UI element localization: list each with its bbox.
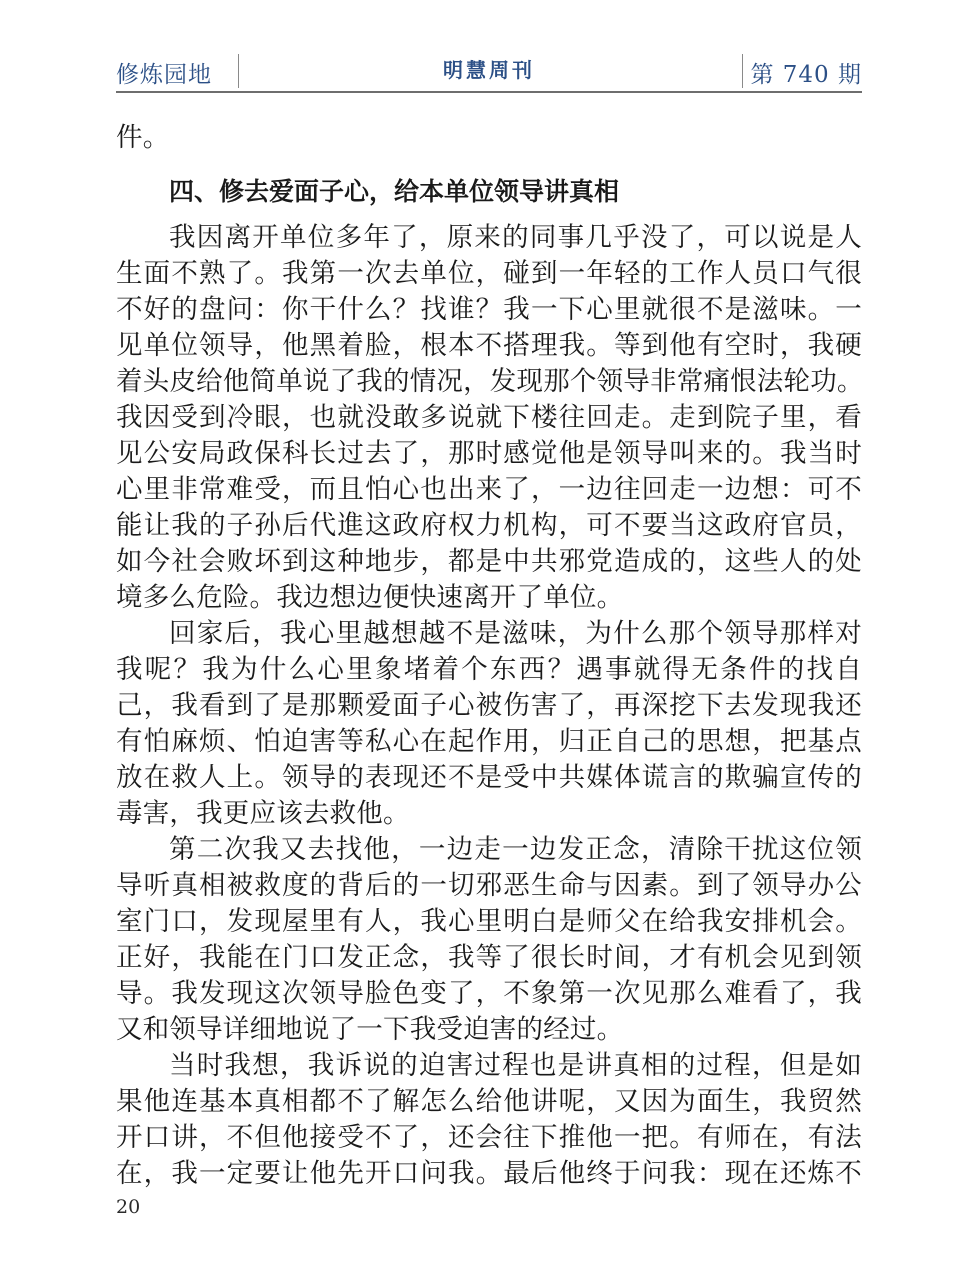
publication-title: 明慧周刊 xyxy=(443,58,535,82)
article-body xyxy=(116,120,862,1192)
text-line: 有怕麻烦、怕迫害等私心在起作用，归正自己的思想，把基点 xyxy=(116,726,862,757)
text-line: 生面不熟了。我第一次去单位，碰到一年轻的工作人员口气很 xyxy=(116,258,862,289)
section-heading: 四、修去爱面子心，给本单位领导讲真相 xyxy=(169,177,620,206)
text-line: 我因受到冷眼，也就没敢多说就下楼往回走。走到院子里，看 xyxy=(116,402,862,433)
text-line: 第二次我又去找他，一边走一边发正念，清除干扰这位领 xyxy=(169,834,862,865)
text-line: 室门口，发现屋里有人，我心里明白是师父在给我安排机会。 xyxy=(116,906,862,937)
paragraph-1 xyxy=(116,220,862,616)
text-line: 回家后，我心里越想越不是滋味，为什么那个领导那样对 xyxy=(169,618,862,649)
text-line: 见单位领导，他黑着脸，根本不搭理我。等到他有空时，我硬 xyxy=(116,330,862,361)
page-header xyxy=(116,50,862,94)
text-line: 我因离开单位多年了，原来的同事几乎没了，可以说是人 xyxy=(169,222,862,253)
issue-number: 第 740 期 xyxy=(750,62,862,88)
header-rule xyxy=(116,91,862,93)
text-line: 能让我的子孙后代進这政府权力机构，可不要当这政府官员， xyxy=(116,510,862,541)
text-line: 如今社会败坏到这种地步，都是中共邪党造成的，这些人的处 xyxy=(116,546,862,577)
text-line: 我呢？我为什么心里象堵着个东西？遇事就得无条件的找自 xyxy=(116,654,862,685)
paragraph-2 xyxy=(116,616,862,832)
text-line: 心里非常难受，而且怕心也出来了，一边往回走一边想：可不 xyxy=(116,474,862,505)
paragraph-4 xyxy=(116,1048,862,1192)
text-line: 果他连基本真相都不了解怎么给他讲呢，又因为面生，我贸然 xyxy=(116,1086,862,1117)
text-line: 不好的盘问：你干什么？找谁？我一下心里就很不是滋味。一 xyxy=(116,294,862,325)
text-line: 放在救人上。领导的表现还不是受中共媒体谎言的欺骗宣传的 xyxy=(116,762,862,793)
opening-line: 件。 xyxy=(116,122,170,153)
text-line: 见公安局政保科长过去了，那时感觉他是领导叫来的。我当时 xyxy=(116,438,862,469)
text-line: 正好，我能在门口发正念，我等了很长时间，才有机会见到领 xyxy=(116,942,862,973)
text-line: 境多么危险。我边想边便快速离开了单位。 xyxy=(116,582,624,613)
text-line: 导听真相被救度的背后的一切邪恶生命与因素。到了领导办公 xyxy=(116,870,862,901)
paragraph-3 xyxy=(116,832,862,1048)
text-line: 导。我发现这次领导脸色变了，不象第一次见那么难看了，我 xyxy=(116,978,862,1009)
page-number: 20 xyxy=(116,1196,141,1218)
text-line: 在，我一定要让他先开口问我。最后他终于问我：现在还炼不 xyxy=(116,1158,862,1189)
header-divider-right xyxy=(742,54,743,88)
text-line: 又和领导详细地说了一下我受迫害的经过。 xyxy=(116,1014,624,1045)
text-line: 毒害，我更应该去救他。 xyxy=(116,798,410,829)
text-line: 己，我看到了是那颗爱面子心被伤害了，再深挖下去发现我还 xyxy=(116,690,862,721)
text-line: 当时我想，我诉说的迫害过程也是讲真相的过程，但是如 xyxy=(169,1050,862,1081)
section-title: 修炼园地 xyxy=(116,62,212,88)
text-line: 开口讲，不但他接受不了，还会往下推他一把。有师在，有法 xyxy=(116,1122,862,1153)
text-line: 着头皮给他简单说了我的情况，发现那个领导非常痛恨法轮功。 xyxy=(116,366,864,397)
